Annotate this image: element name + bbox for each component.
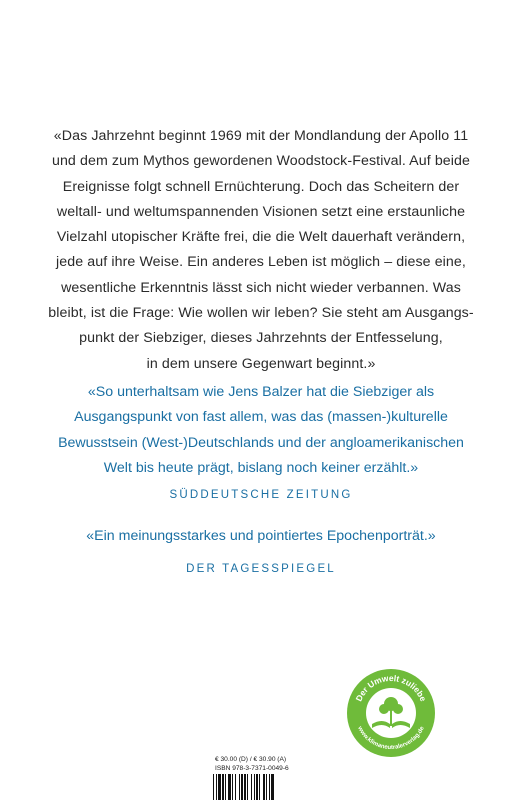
blurb-line: jede auf ihre Weise. Ein anderes Leben ist möglich – diese eine, bbox=[56, 254, 466, 271]
quote-line: Welt bis heute prägt, bislang noch keiner erzählt.» bbox=[103, 459, 419, 476]
quote-line: Bewusstsein (West-)Deutschlands und der angloamerikanischen bbox=[58, 434, 464, 451]
isbn-line: ISBN 978-3-7371-0049-6 bbox=[215, 765, 289, 772]
press-quote-sueddeutsche bbox=[40, 380, 482, 481]
blurb-line: in dem unsere Gegenwart beginnt.» bbox=[146, 355, 376, 372]
quote-line: Ausgangspunkt von fast allem, was das (massen-)kulturelle bbox=[74, 409, 448, 426]
price-info bbox=[215, 755, 289, 773]
barcode-icon bbox=[212, 774, 308, 800]
blurb-line: Vielzahl utopischer Kräfte frei, die die Welt dauerhaft verändern, bbox=[56, 229, 466, 246]
blurb-line: und dem zum Mythos gewordenen Woodstock-Festival. Auf beide bbox=[51, 153, 471, 170]
blurb-line: weltall- und weltumspannenden Visionen setzt eine erstaunliche bbox=[56, 203, 466, 220]
seal-top-text: Der Umwelt zuliebe bbox=[353, 672, 429, 703]
quote-source-sueddeutsche: SÜDDEUTSCHE ZEITUNG bbox=[169, 489, 353, 501]
blurb-line: Ereignisse folgt schnell Ernüchterung. Doch das Scheitern der bbox=[62, 178, 460, 195]
quote-source-tagesspiegel: DER TAGESSPIEGEL bbox=[186, 563, 336, 575]
publisher-blurb bbox=[40, 124, 482, 377]
price-line: € 30.00 (D) / € 30.90 (A) bbox=[215, 756, 287, 763]
blurb-line: punkt der Siebziger, dieses Jahrzehnts der Entfesselung, bbox=[79, 330, 443, 347]
seal-bottom-text: www.klimaneutralerverlag.de bbox=[356, 725, 426, 752]
quote-line: «So unterhaltsam wie Jens Balzer hat die Siebziger als bbox=[87, 384, 435, 400]
blurb-line: «Das Jahrzehnt beginnt 1969 mit der Mondlandung der Apollo 11 bbox=[53, 128, 469, 144]
press-quote-tagesspiegel bbox=[40, 524, 482, 549]
blurb-line: bleibt, ist die Frage: Wie wollen wir leben? Sie steht am Ausgangs- bbox=[48, 305, 474, 322]
climate-neutral-seal-icon bbox=[346, 668, 436, 758]
blurb-line: wesentliche Erkenntnis lässt sich nicht wieder verbannen. Was bbox=[61, 279, 461, 296]
quote-line: «Ein meinungsstarkes und pointiertes Epochenporträt.» bbox=[86, 528, 436, 544]
